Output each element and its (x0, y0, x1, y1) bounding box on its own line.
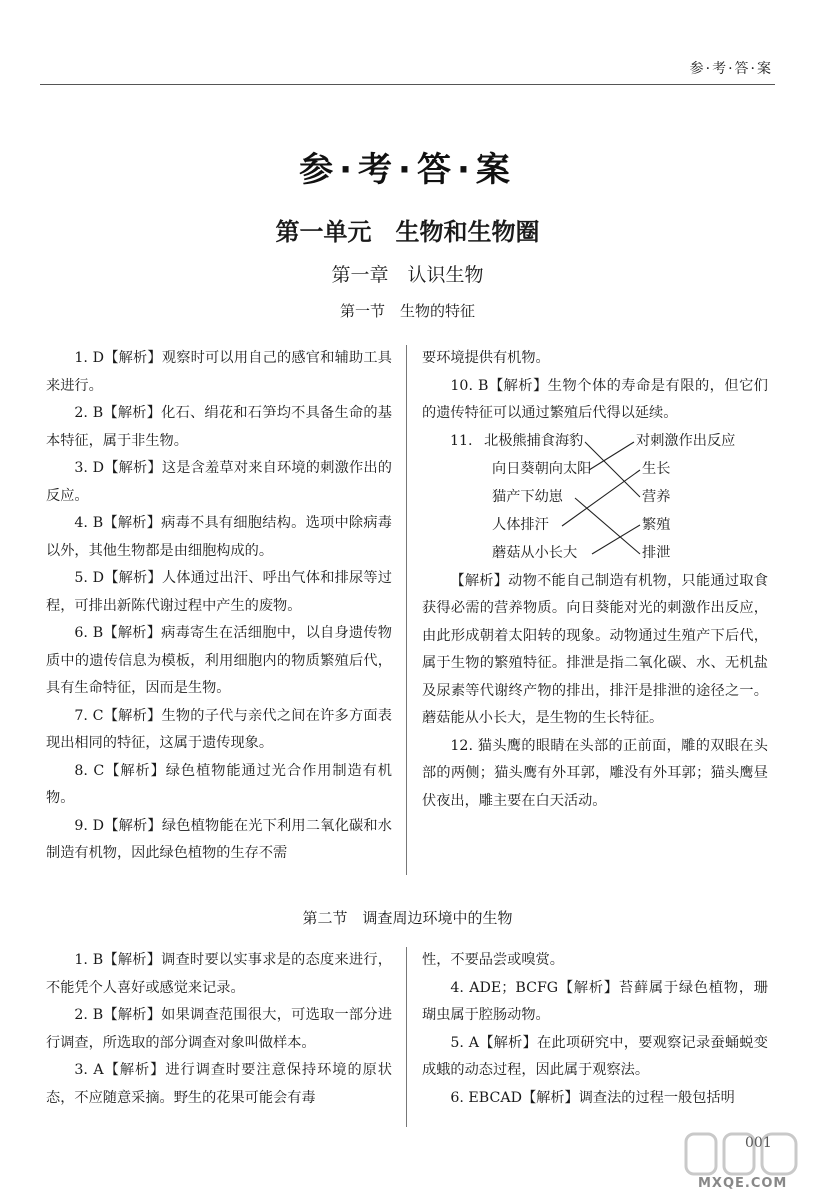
answer-item: 2. B【解析】如果调查范围很大，可选取一部分进行调查，所选取的部分调查对象叫做样本。 (46, 1007, 392, 1051)
answer-item: 6. B【解析】病毒寄生在活细胞中，以自身遗传物质中的遗传信息为模板，利用细胞内的物质繁殖后代，具有生命特征，因而是生物。 (46, 625, 392, 696)
page-number: 001 (745, 1135, 772, 1151)
answer-item: 12. 猫头鹰的眼睛在头部的正前面，雕的双眼在头部的两侧；猫头鹰有外耳郭，雕没有外耳郭；猫头鹰昼伏夜出，雕主要在白天活动。 (422, 737, 768, 809)
match-label: 11. (450, 432, 473, 449)
answer-item: 6. EBCAD【解析】调查法的过程一般包括明 (450, 1089, 735, 1106)
matching-lines (422, 428, 768, 568)
match-line (592, 525, 640, 554)
answer-item: 8. C【解析】绿色植物能通过光合作用制造有机物。 (46, 762, 392, 806)
section2-right-column (422, 947, 768, 1112)
matching-diagram (422, 428, 768, 568)
section1-left-column (46, 345, 392, 868)
section-title-2: 第二节 调查周边环境中的生物 (302, 909, 513, 927)
running-header: 参·考·答·案 (689, 61, 773, 77)
answer-continuation: 性，不要品尝或嗅赏。 (422, 952, 564, 968)
answer-item: 4. ADE；BCFG【解析】苔藓属于绿色植物，珊瑚虫属于腔肠动物。 (422, 979, 768, 1023)
match-right-item: 生长 (642, 460, 671, 477)
chapter-title: 第一章 认识生物 (331, 264, 484, 286)
header-rule (40, 84, 775, 85)
match-line (585, 442, 640, 497)
match-line (562, 470, 640, 526)
match-left-item: 人体排汗 (492, 516, 549, 533)
answer-continuation: 要环境提供有机物。 (422, 350, 550, 366)
match-line (575, 498, 640, 554)
column-divider (406, 345, 407, 875)
section-title-1: 第一节 生物的特征 (339, 302, 475, 320)
answer-item: 【解析】动物不能自己制造有机物，只能通过取食获得必需的营养物质。向日葵能对光的刺激作出反应，由此形成朝着太阳转的现象。动物通过生殖产下后代，属于生物的繁殖特征。排泄是指二氧化碳、水、无机盐及尿素等代谢终产物的排出，排汗是排泄的途径之一。蘑菇能从小长大，是生物的生长特征。 (422, 572, 768, 726)
answer-item: 1. D【解析】观察时可以用自己的感官和辅助工具来进行。 (46, 350, 392, 394)
answer-item: 7. C【解析】生物的子代与亲代之间在许多方面表现出相同的特征，这属于遗传现象。 (46, 707, 392, 751)
match-left-item: 蘑菇从小长大 (492, 544, 578, 561)
unit-title: 第一单元 生物和生物圈 (275, 218, 540, 246)
answer-item: 10. B【解析】生物个体的寿命是有限的，但它们的遗传特征可以通过繁殖后代得以延续。 (422, 377, 768, 421)
answer-item: 5. A【解析】在此项研究中，要观察记录蚕蛹蜕变成蛾的动态过程，因此属于观察法。 (422, 1034, 768, 1078)
match-left-item: 向日葵朝向太阳 (492, 460, 592, 477)
match-left-item: 猫产下幼崽 (492, 488, 563, 505)
answer-item: 5. D【解析】人体通过出汗、呼出气体和排尿等过程，可排出新陈代谢过程中产生的废物。 (46, 570, 392, 614)
answer-item: 4. B【解析】病毒不具有细胞结构。选项中除病毒以外，其他生物都是由细胞构成的。 (46, 515, 392, 559)
section2-left-column (46, 947, 392, 1112)
column-divider (406, 947, 407, 1127)
answer-item: 1. B【解析】调查时要以实事求是的态度来进行，不能凭个人喜好或感觉来记录。 (46, 952, 392, 996)
match-right-item: 繁殖 (642, 516, 671, 533)
answer-item: 9. D【解析】绿色植物能在光下利用二氧化碳和水制造有机物，因此绿色植物的生存不需 (46, 817, 392, 861)
match-right-item: 对刺激作出反应 (636, 432, 736, 449)
answer-item: 3. D【解析】这是含羞草对来自环境的刺激作出的反应。 (46, 460, 392, 504)
match-right-item: 营养 (642, 488, 671, 505)
page-title: 参·考·答·案 (299, 150, 516, 190)
match-line (589, 442, 634, 470)
answer-item: 3. A【解析】进行调查时要注意保持环境的原状态，不应随意采摘。野生的花果可能会有毒 (46, 1062, 392, 1106)
match-left-item: 北极熊捕食海豹 (484, 432, 584, 449)
answer-item: 2. B【解析】化石、绢花和石笋均不具备生命的基本特征，属于非生物。 (46, 405, 392, 449)
match-right-item: 排泄 (642, 544, 671, 561)
watermark-text: MXQE.COM (698, 1176, 788, 1191)
section1-right-column (422, 345, 768, 815)
